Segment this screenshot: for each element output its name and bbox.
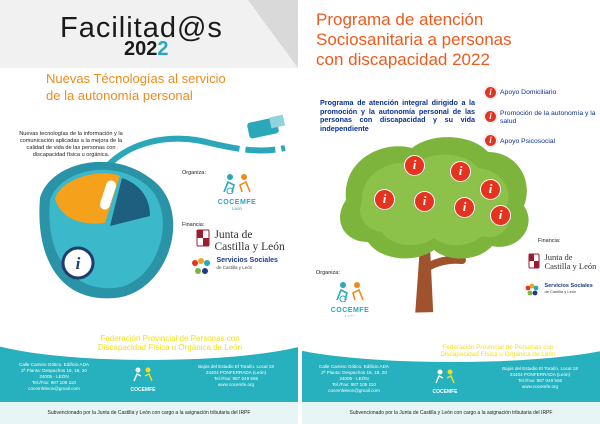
poster-subtitle: Nuevas Técnologías al servicio de la autonomía personal [46, 71, 226, 103]
fruit-info-icon: i [490, 205, 511, 226]
people-icon [220, 172, 254, 194]
organiza-label: Organiza: [182, 170, 206, 176]
people-circle-icon [524, 283, 540, 298]
fruit-info-icon: i [374, 189, 395, 210]
fruit-info-icon: i [404, 155, 425, 176]
people-icon [333, 280, 367, 302]
cocemfe-logo: COCEMFE León [210, 172, 264, 211]
footer-logo: COCEMFE [118, 366, 168, 393]
people-circle-icon [190, 257, 212, 277]
servicios-sociales-logo: Servicios Sociales de Castilla y León [524, 283, 593, 301]
poster-title: Facilitad@s [60, 12, 223, 44]
service-item: Promoción de la autonomía y la salud [500, 110, 596, 125]
poster-intro: Programa de atención integral dirigido a la promoción y la autonomía personal de las personas con discapacidad y su vida independiente [320, 98, 475, 133]
footer-federation: Federación Provincial de Personas con Discapacidad Física u Orgánica de León [97, 334, 243, 352]
info-icon: i [75, 254, 81, 273]
jcyl-logo: Junta de Castilla y León [196, 229, 285, 253]
people-icon [433, 368, 457, 384]
fruit-info-icon: i [450, 161, 471, 182]
people-icon [131, 366, 155, 382]
service-item: Apoyo Domiciliario [500, 89, 557, 96]
footer-address-ponferrada: Bajos del Estadio El Toralín. Local 18 24404 PONFERRADA (León) Tel./Fax: 987 049 556 www.cocemfe.org [198, 364, 274, 387]
info-icon: i [484, 134, 497, 147]
footer-federation: Federación Provincial de Personas con Discapacidad Física u Orgánica de León [440, 344, 556, 358]
poster-title: Programa de atención Sociosanitaria a personas con discapacidad 2022 [316, 10, 512, 69]
poster-description: Nuevas tecnologías de la información y la comunicación aplicadas a la mejora de la calidad de vida de las personas con discapacidad física u orgánica. [19, 131, 123, 158]
info-icon: i [484, 110, 497, 123]
fruit-info-icon: i [454, 197, 475, 218]
info-icon: i [484, 86, 497, 99]
financia-label: Financia: [182, 222, 205, 228]
coat-of-arms-icon [528, 253, 540, 269]
financia-label: Financia: [538, 238, 561, 244]
left-poster [0, 0, 298, 424]
right-poster [302, 0, 600, 424]
servicios-sociales-logo: Servicios Sociales de Castilla y León [190, 257, 278, 277]
organiza-label: Organiza: [316, 270, 340, 276]
footer-address-leon: Calle Camino Gótico. Edificio ADA 2ª Planta: Despachos 16, 18, 20 24005 - LEÓN Tel./Fax: 987 105 110 cocemfeleon@gmail.com [319, 364, 389, 393]
poster-year: 2022 [124, 38, 169, 60]
jcyl-logo: Junta de Castilla y León [528, 253, 596, 271]
service-item: Apoyo Psicosocial [500, 138, 556, 145]
fruit-info-icon: i [414, 191, 435, 212]
computer-mouse-icon [39, 162, 173, 298]
footer-subsidy: Subvencionado por la Junta de Castilla y León con cargo a la asignación tributaria del IRPF [47, 410, 251, 416]
footer-logo: COCEMFE [420, 368, 470, 395]
footer-org: COCEMFE LEÓN [188, 318, 261, 328]
footer-org: COCEMFE LEÓN [518, 334, 591, 344]
cocemfe-logo: COCEMFE [322, 280, 378, 319]
footer-subsidy: Subvencionado por la Junta de Castilla y León con cargo a la asignación tributaria del IRPF [349, 410, 553, 416]
footer-address-leon: Calle Camino Gótico. Edificio ADA 2ª Planta: Despachos 16, 18, 20 24005 - LEÓN Tel./Fax: 987 105 110 cocemfeleon@gmail.com [19, 362, 89, 391]
fruit-info-icon: i [480, 179, 501, 200]
coat-of-arms-icon [196, 229, 210, 247]
footer-address-ponferrada: Bajos del Estadio El Toralín. Local 18 24404 PONFERRADA (León) Tel./Fax: 987 049 556 www.cocemfe.org [502, 366, 578, 389]
